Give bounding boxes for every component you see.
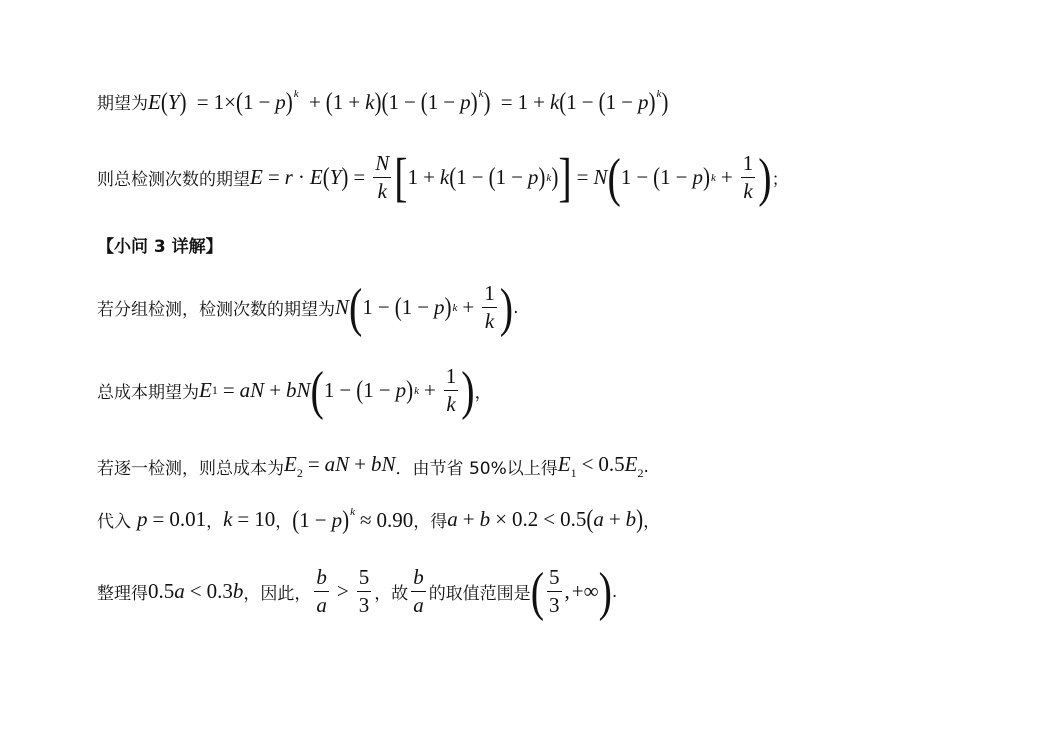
fraction-5-over-3: $\frac{5}{3}$ (358, 565, 370, 618)
line4-prefix: 若分组检测，检测次数的期望为 (97, 300, 335, 321)
line-individual-testing (97, 452, 649, 481)
line7-formula-k: k = 10 (223, 507, 276, 531)
line6-mid: ．由节省 50%以上得 (395, 459, 558, 479)
heading-text: 【小问 3 详解】 (97, 237, 223, 257)
line-substitution (97, 503, 661, 535)
line4-formula: N ( 1 − ( 1 − p ) k + $\frac{1}{k}$ ) (335, 276, 514, 338)
line6-formula-inequality: $E_1 < 0.5E_2$ (557, 452, 644, 480)
line7-formula-p: p = 0.01 (137, 507, 207, 531)
line-expectation-EY (97, 88, 668, 115)
line-total-expectation (97, 146, 789, 208)
line-total-cost (97, 359, 492, 421)
line5-prefix: 总成本期望为 (97, 383, 199, 404)
fraction-1-over-k: $\frac{1}{k}$ (484, 281, 495, 334)
fraction-5-over-3: $\frac{5}{3}$ (549, 565, 560, 618)
line4-suffix: . (513, 297, 519, 318)
line1-prefix: 期望为 (97, 94, 148, 114)
line8-formula-ratio: $\frac{b}{a}$ > $\frac{5}{3}$ (316, 565, 370, 618)
line-conclusion (97, 560, 618, 622)
line6-formula-E2: $E_2$ = aN + bN (284, 452, 396, 480)
section-heading (97, 232, 223, 257)
line-group-testing (97, 276, 519, 338)
fraction-b-over-a: $\frac{b}{a}$ (413, 565, 424, 618)
line7-formula-approx: $(1 - p)^k \approx 0.90$ (292, 504, 414, 535)
fraction-1-over-k: $\frac{1}{k}$ (445, 364, 457, 417)
line8-formula-simplified: 0.5a < 0.3b (148, 579, 244, 604)
line7-prefix: 代入 (97, 512, 131, 532)
line1-formula: $E(Y) = 1\times(1 - p)^k + (1 + k)(1 - (1 - p)^k) = 1 + k(1 - (1 - p)^k)$ (148, 86, 669, 117)
line5-formula: E 1 = aN + bN ( 1 − ( 1 − p ) k + $\frac{1}{k}$ ) (199, 359, 475, 421)
line7-formula-inequality: a + b × 0.2 < 0.5(a + b) (447, 503, 644, 534)
line6-prefix: 若逐一检测，则总成本为 (97, 459, 284, 479)
line8-suffix: . (611, 581, 618, 602)
line5-suffix: ， (474, 383, 492, 404)
line2-prefix: 则总检测次数的期望 (97, 170, 250, 191)
line2-formula: E = r · E ( Y ) = $\frac{N}{k}$ [ 1 + k ( 1 − ( 1 − p ) k ) ] = N ( 1 − ( 1 − p ) k + $\frac{1}{k}$ ) (250, 146, 772, 208)
line8-formula-range: ( $\frac{5}{3}$ , +∞ ) (530, 560, 612, 622)
fraction-b-over-a: $\frac{b}{a}$ (316, 565, 327, 618)
line7-sep1: ， (206, 512, 224, 532)
line8-prefix: 整理得 (97, 584, 148, 605)
line8-mid1: ，因此， (243, 584, 312, 605)
line7-mid: ，得 (413, 512, 448, 532)
line8-formula-ratio2 (408, 566, 429, 617)
fraction-1-over-k: $\frac{1}{k}$ (742, 151, 754, 204)
line8-mid2: ，故 (374, 584, 409, 605)
line2-suffix: ； (771, 170, 789, 191)
fraction-N-over-k: $\frac{N}{k}$ (375, 151, 390, 204)
line8-mid3: 的取值范围是 (428, 584, 531, 605)
line7-sep2: ， (275, 512, 293, 532)
line7-suffix: ， (643, 512, 661, 532)
line6-suffix: . (643, 456, 649, 477)
